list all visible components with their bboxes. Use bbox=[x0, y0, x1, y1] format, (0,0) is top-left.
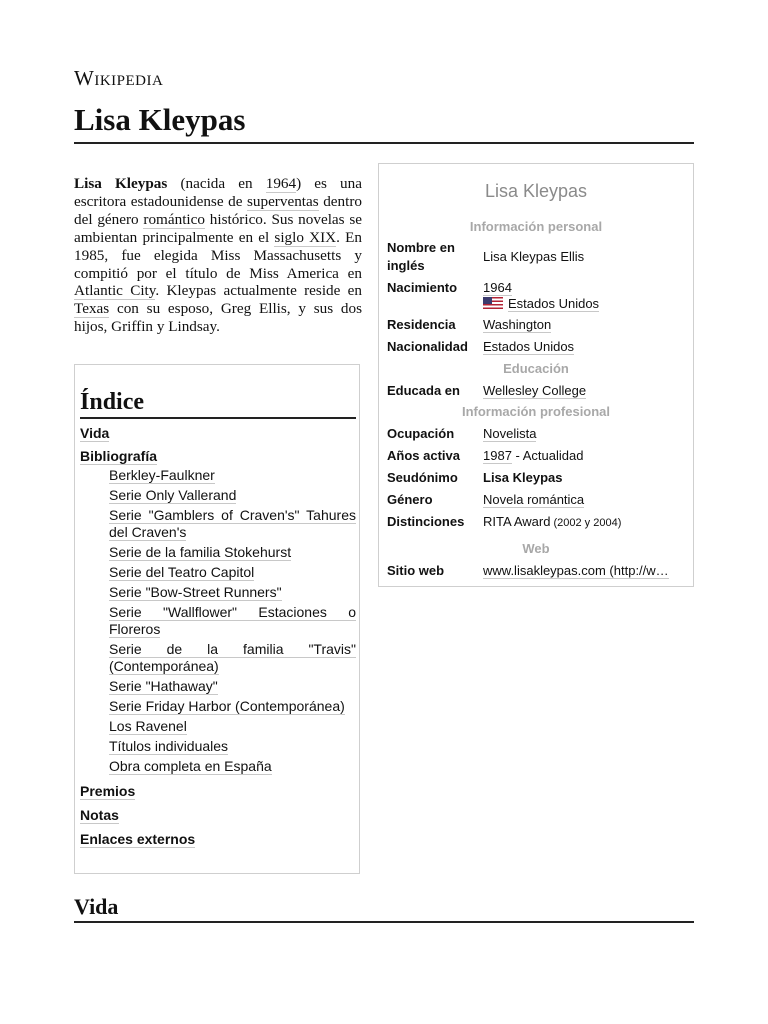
infobox-value-occupation bbox=[483, 425, 688, 443]
active-year-link[interactable]: 1987 bbox=[483, 448, 512, 463]
toc-item-teatro-capitol[interactable] bbox=[80, 564, 356, 581]
page-title: Lisa Kleypas bbox=[74, 100, 694, 144]
toc-item-label: Serie "Hathaway" bbox=[109, 678, 218, 694]
infobox-value-active bbox=[483, 447, 688, 465]
toc-item-travis[interactable] bbox=[80, 641, 356, 675]
infobox-value-website bbox=[483, 562, 688, 580]
infobox-value-awards bbox=[483, 513, 688, 532]
toc-item-wallflower[interactable] bbox=[80, 604, 356, 638]
residence-link[interactable]: Washington bbox=[483, 317, 552, 332]
infobox-value-genre bbox=[483, 491, 688, 509]
toc-item-gamblers[interactable] bbox=[80, 507, 356, 541]
infobox-value-english-name: Lisa Kleypas Ellis bbox=[483, 249, 585, 264]
toc-item-label: Serie "Gamblers of Craven's" Tahures del Craven's bbox=[109, 507, 356, 540]
toc-item-label: Serie del Teatro Capitol bbox=[109, 564, 255, 580]
intro-text: (nacida en bbox=[167, 175, 266, 192]
toc-item-bow-street[interactable] bbox=[80, 584, 356, 601]
nationality-link[interactable]: Estados Unidos bbox=[483, 339, 575, 354]
toc-item-label: Serie "Bow-Street Runners" bbox=[109, 584, 282, 600]
link-romantico[interactable]: romántico bbox=[143, 210, 205, 228]
infobox-value-nationality bbox=[483, 338, 688, 356]
wikipedia-wordmark[interactable]: Wikipedia bbox=[74, 66, 164, 90]
toc-item-bibliografia[interactable] bbox=[80, 448, 356, 465]
birth-year-link[interactable]: 1964 bbox=[483, 280, 512, 295]
toc-item-label: Premios bbox=[80, 783, 136, 799]
infobox-label-english-name: Nombre en inglés bbox=[387, 240, 455, 273]
infobox-label-occupation: Ocupación bbox=[387, 426, 455, 441]
toc-item-label: Notas bbox=[80, 807, 119, 823]
active-rest: - Actualidad bbox=[511, 448, 584, 463]
toc-item-label: Enlaces externos bbox=[80, 831, 196, 847]
toc-item-label: Serie "Wallflower" Estaciones o Floreros bbox=[109, 604, 356, 637]
intro-text: . Kleypas actualmente reside en bbox=[155, 282, 362, 300]
genre-link[interactable]: Novela romántica bbox=[483, 492, 585, 507]
intro-text: histórico. Sus novelas se ambientan principalmente en el bbox=[74, 210, 362, 246]
toc-item-label: Títulos individuales bbox=[109, 738, 229, 754]
toc-item-obra-completa[interactable] bbox=[80, 758, 356, 775]
infobox-section-web: Web bbox=[522, 541, 550, 556]
intro-text: con su esposo, Greg Ellis, y sus dos hijos, Griffin y Lindsay. bbox=[74, 300, 362, 336]
toc-item-titulos-individuales[interactable] bbox=[80, 738, 356, 755]
infobox-label-educated: Educada en bbox=[387, 383, 460, 398]
awards-years: (2002 y 2004) bbox=[550, 517, 622, 529]
toc-item-friday-harbor[interactable] bbox=[80, 698, 356, 715]
link-atlantic-city[interactable]: Atlantic City bbox=[74, 282, 156, 300]
infobox-value-birth-country bbox=[483, 295, 688, 313]
toc-item-label: Obra completa en España bbox=[109, 758, 272, 774]
toc-item-label: Berkley-Faulkner bbox=[109, 467, 215, 483]
infobox-label-active: Años activa bbox=[387, 448, 460, 463]
infobox-value-educated bbox=[483, 382, 688, 400]
infobox-value-residence bbox=[483, 316, 688, 334]
toc-item-vida[interactable] bbox=[80, 425, 356, 442]
toc-item-premios[interactable] bbox=[80, 783, 356, 800]
infobox-section-personal: Información personal bbox=[469, 219, 603, 234]
infobox-label-birth: Nacimiento bbox=[387, 280, 458, 295]
infobox-value-pseudonym: Lisa Kleypas bbox=[483, 470, 563, 485]
website-link[interactable]: www.lisakleypas.com (http://w… bbox=[483, 563, 669, 578]
intro-text: ) es una escritora estadounidense de bbox=[74, 175, 362, 210]
toc-item-hathaway[interactable] bbox=[80, 678, 356, 695]
toc-item-label: Vida bbox=[80, 425, 110, 441]
infobox bbox=[378, 163, 694, 587]
intro-paragraph bbox=[74, 175, 362, 336]
occupation-link[interactable]: Novelista bbox=[483, 426, 537, 441]
subject-name: Lisa Kleypas bbox=[74, 175, 168, 192]
birth-country-link[interactable]: Estados Unidos bbox=[508, 296, 600, 311]
toc-item-stokehurst[interactable] bbox=[80, 544, 356, 561]
toc-item-label: Serie Only Vallerand bbox=[109, 487, 237, 503]
educated-link[interactable]: Wellesley College bbox=[483, 383, 587, 398]
toc-item-enlaces-externos[interactable] bbox=[80, 831, 356, 848]
toc-item-label: Los Ravenel bbox=[109, 718, 187, 734]
infobox-title: Lisa Kleypas bbox=[484, 181, 588, 201]
infobox-label-nationality: Nacionalidad bbox=[387, 339, 468, 354]
toc-item-los-ravenel[interactable] bbox=[80, 718, 356, 735]
toc-list bbox=[80, 425, 356, 848]
infobox-section-professional: Información profesional bbox=[461, 404, 611, 419]
table-of-contents bbox=[74, 364, 360, 874]
link-superventas[interactable]: superventas bbox=[246, 192, 319, 210]
toc-item-notas[interactable] bbox=[80, 807, 356, 824]
toc-item-label: Serie de la familia Stokehurst bbox=[109, 544, 292, 560]
toc-item-label: Serie Friday Harbor (Contemporánea) bbox=[109, 698, 345, 714]
link-1964[interactable]: 1964 bbox=[265, 175, 297, 192]
infobox-label-genre: Género bbox=[387, 492, 433, 507]
infobox-label-residence: Residencia bbox=[387, 317, 456, 332]
intro-text: . En 1985, fue elegida Miss Massachusetts y compitió por el título de Miss America en bbox=[74, 228, 363, 282]
us-flag-icon bbox=[483, 297, 503, 309]
toc-item-only-vallerand[interactable] bbox=[80, 487, 356, 504]
link-texas[interactable]: Texas bbox=[74, 300, 110, 318]
toc-item-berkley-faulkner[interactable] bbox=[80, 467, 356, 484]
awards-text: RITA Award bbox=[483, 514, 551, 529]
section-heading-vida: Vida bbox=[74, 893, 694, 923]
infobox-label-awards: Distinciones bbox=[387, 514, 465, 529]
toc-item-label: Bibliografía bbox=[80, 448, 158, 464]
link-siglo-xix[interactable]: siglo XIX bbox=[274, 228, 337, 246]
intro-text: dentro del género bbox=[74, 192, 362, 228]
infobox-label-pseudonym: Seudónimo bbox=[387, 470, 458, 485]
toc-item-label: Serie de la familia "Travis" (Contemporánea) bbox=[109, 641, 356, 674]
infobox-section-education: Educación bbox=[503, 361, 569, 376]
infobox-label-website: Sitio web bbox=[387, 563, 445, 578]
toc-title: Índice bbox=[80, 387, 356, 419]
